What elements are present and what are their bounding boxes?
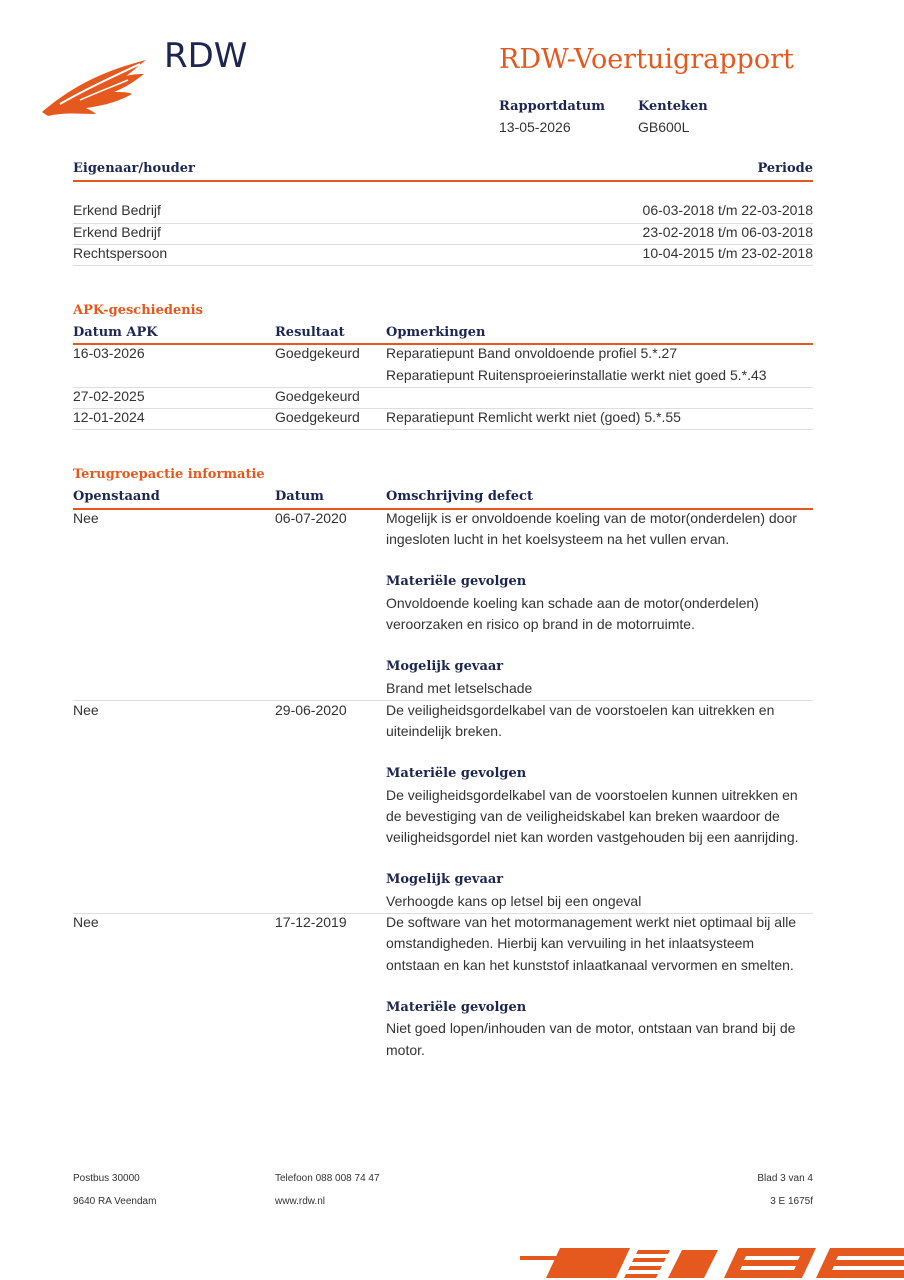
apk-remarks-header: Opmerkingen — [386, 325, 486, 340]
apk-row-3-result: Goedgekeurd — [275, 409, 360, 425]
rapportdatum-value: 13-05-2026 — [499, 119, 571, 135]
recall-date-header: Datum — [275, 489, 324, 504]
kenteken-label: Kenteken — [638, 99, 708, 114]
recall-row-2-material-line-1: De veiligheidsgordelkabel van de voorstoelen kunnen uitrekken en — [386, 787, 798, 803]
recall-row-1-open: Nee — [73, 510, 99, 526]
recall-row-1-desc-line-2: ingesloten lucht in het koelsysteem na het vullen ervan. — [386, 531, 730, 547]
owner-row-3-period: 10-04-2015 t/m 23-02-2018 — [642, 245, 813, 261]
kenteken-value: GB600L — [638, 119, 690, 135]
recall-desc-header: Omschrijving defect — [386, 489, 533, 504]
recall-open-header: Openstaand — [73, 489, 160, 504]
recall-row-2-open: Nee — [73, 702, 99, 718]
owner-row-1-owner: Erkend Bedrijf — [73, 202, 161, 218]
recall-row-2-date: 29-06-2020 — [275, 702, 347, 718]
recall-row-3-material-label: Materiële gevolgen — [386, 1000, 527, 1015]
apk-divider — [73, 387, 813, 388]
apk-row-3-date: 12-01-2024 — [73, 409, 145, 425]
decorative-stripes-icon — [520, 1244, 904, 1280]
recall-row-1-date: 06-07-2020 — [275, 510, 347, 526]
recall-row-1-material-label: Materiële gevolgen — [386, 574, 527, 589]
recall-row-1-material-line-1: Onvoldoende koeling kan schade aan de motor(onderdelen) — [386, 595, 759, 611]
recall-row-2-desc-line-2: uiteindelijk breken. — [386, 723, 502, 739]
owner-row-2-period: 23-02-2018 t/m 06-03-2018 — [642, 224, 813, 240]
recall-row-1-danger-line-1: Brand met letselschade — [386, 680, 533, 696]
owner-row-1-period: 06-03-2018 t/m 22-03-2018 — [642, 202, 813, 218]
report-title: RDW-Voertuigrapport — [499, 44, 794, 75]
recall-row-3-desc-line-2: omstandigheden. Hierbij kan vervuiling in het inlaatsysteem — [386, 935, 755, 951]
brand-name: RDW — [164, 36, 248, 76]
recall-row-2-material-line-3: veiligheidsgordel niet kan worden vastgehouden bij een aanrijding. — [386, 829, 799, 845]
owners-header-rule — [73, 180, 813, 182]
recall-row-2-desc-line-1: De veiligheidsgordelkabel van de voorstoelen kan uitrekken en — [386, 702, 775, 718]
footer-website-link[interactable]: www.rdw.nl — [275, 1196, 326, 1207]
recall-row-3-open: Nee — [73, 914, 99, 930]
apk-row-1-result: Goedgekeurd — [275, 345, 360, 361]
recall-row-2-material-line-2: de bevestiging van de veiligheidskabel kan breken waardoor de — [386, 808, 780, 824]
recall-row-1-material-line-2: veroorzaken en risico op brand in de motorruimte. — [386, 616, 695, 632]
recall-row-1-danger-label: Mogelijk gevaar — [386, 659, 504, 674]
apk-divider — [73, 429, 813, 430]
apk-row-2-result: Goedgekeurd — [275, 388, 360, 404]
recall-row-3-date: 17-12-2019 — [275, 914, 347, 930]
recall-row-3-desc-line-1: De software van het motormanagement werkt niet optimaal bij alle — [386, 914, 797, 930]
recall-row-2-material-label: Materiële gevolgen — [386, 766, 527, 781]
apk-row-1-remark-2: Reparatiepunt Ruitensproeierinstallatie werkt niet goed 5.*.43 — [386, 367, 767, 383]
recall-row-3-desc-line-3: ontstaan en kan het kunststof inlaatkanaal vervormen en smelten. — [386, 957, 794, 973]
footer-address: 9640 RA Veendam — [73, 1196, 157, 1207]
owner-column-header: Eigenaar/houder — [73, 161, 195, 176]
footer-document-code: 3 E 1675f — [770, 1196, 813, 1207]
apk-row-2-date: 27-02-2025 — [73, 388, 145, 404]
recall-row-3-material-line-2: motor. — [386, 1042, 425, 1058]
recall-section-title: Terugroepactie informatie — [73, 467, 265, 482]
apk-section-title: APK-geschiedenis — [73, 303, 203, 318]
rapportdatum-label: Rapportdatum — [499, 99, 605, 114]
owner-row-2-owner: Erkend Bedrijf — [73, 224, 161, 240]
apk-row-1-remark-1: Reparatiepunt Band onvoldoende profiel 5.*.27 — [386, 345, 678, 361]
recall-row-2-danger-line-1: Verhoogde kans op letsel bij een ongeval — [386, 893, 642, 909]
rdw-logo-icon — [40, 54, 150, 116]
apk-date-header: Datum APK — [73, 325, 158, 340]
footer-phone: Telefoon 088 008 74 47 — [275, 1173, 380, 1184]
footer-postbus: Postbus 30000 — [73, 1173, 140, 1184]
apk-row-1-date: 16-03-2026 — [73, 345, 145, 361]
apk-result-header: Resultaat — [275, 325, 345, 340]
owner-row-3-owner: Rechtspersoon — [73, 245, 168, 261]
recall-row-1-desc-line-1: Mogelijk is er onvoldoende koeling van de motor(onderdelen) door — [386, 510, 797, 526]
period-column-header: Periode — [757, 161, 813, 176]
recall-row-2-danger-label: Mogelijk gevaar — [386, 872, 504, 887]
owners-divider — [73, 265, 813, 266]
footer-page-number: Blad 3 van 4 — [757, 1173, 813, 1184]
recall-row-3-material-line-1: Niet goed lopen/inhouden van de motor, ontstaan van brand bij de — [386, 1020, 796, 1036]
apk-row-3-remark-1: Reparatiepunt Remlicht werkt niet (goed) 5.*.55 — [386, 409, 681, 425]
